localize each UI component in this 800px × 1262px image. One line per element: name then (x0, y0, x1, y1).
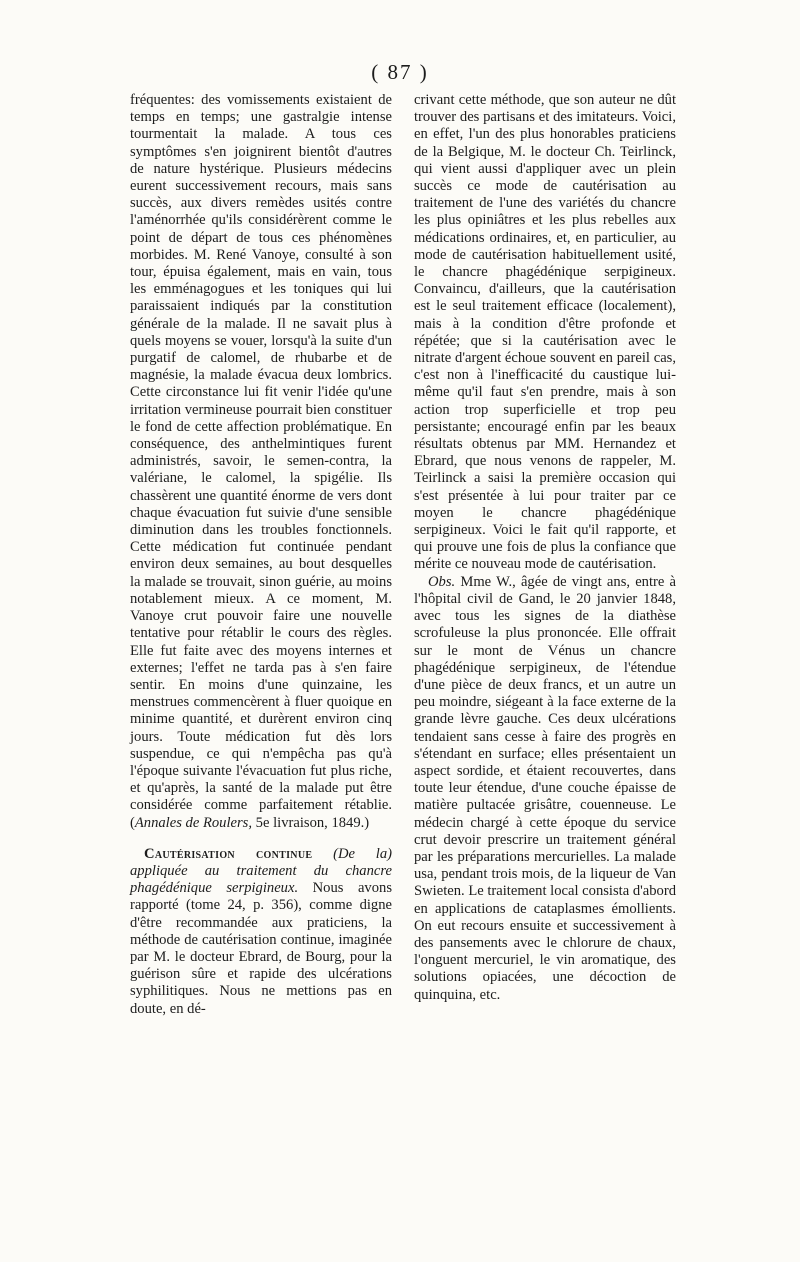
patient-title: Mme (460, 573, 492, 590)
right-paragraph-continued: crivant cette méthode, que son auteur ne dût trouver des partisans et des imitateurs. Voici, en effet, l'un des plus honorables praticiens de la Belgique, M. le docteur Ch. Teirlinck, qui vient aussi d'appliquer avec un plein succès ce mode de cautérisation au traitement de l'une des variétés du chancre les plus opiniâtres et les plus rebelles aux médications ordinaires, et, en particulier, au mode de cautérisation habituellement usité, le chancre phagédénique serpigineux. Convaincu, d'ailleurs, que la cautérisation est le seul traitement efficace (localement), mais à la condition d'être profonde et répétée; que si la cautérisation avec le nitrate d'argent échoue souvent en pareil cas, c'est non à l'inefficacité du caustique lui-même qu'il faut s'en prendre, mais à son action trop superficielle et trop peu persistante; encouragé enfin par les beaux résultats obtenus par MM. Hernandez et Ebrard, que nous venons de rappeler, M. Teirlinck a saisi la première occasion qui s'est présentée à lui pour traiter par ce moyen le chancre phagédénique serpigineux. Voici le fait qu'il rapporte, et qui prouve une fois de plus la confiance que mérite ce nouveau mode de cautérisation. (414, 92, 676, 573)
article-body: Nous avons rapporté (tome 24, p. 356), comme digne d'être recommandée aux praticiens, la méthode de cautérisation continue, imaginée par M. le docteur Ebrard, de Bourg, pour la guérison sûre et rapide des ulcérations syphilitiques. Nous ne mettions pas en doute, en dé- (130, 880, 392, 1017)
left-column (130, 92, 392, 1018)
article-subheading: (De la) appliquée au traitement du chancre phagédénique serpigineux. (130, 845, 392, 897)
article-heading: Cautérisation continue (144, 845, 313, 862)
article-paragraph (130, 846, 392, 1018)
observation-body: W., âgée de vingt ans, entre à l'hôpital civil de Gand, le 20 janvier 1848, avec tous les signes de la diathèse scrofuleuse la plus prononcée. Elle offrait sur le mont de Vénus un chancre phagédénique serpigineux, de l'étendue d'une pièce de deux francs, et un autre un peu moindre, siégeant à la face externe de la grande lèvre gauche. Ces deux ulcérations tendaient sans cesse à faire des progrès en s'étendant en surface; elles présentaient un aspect sordide, et étaient recouvertes, dans toute leur étendue, d'une couche épaisse de matière pultacée grisâtre, couenneuse. Le médecin chargé à cette époque du service crut devoir prescrire un traitement général par les préparations mercurielles. La malade usa, pendant trois mois, de la liqueur de Van Swieten. Le traitement local consista d'abord en applications de cataplasmes émollients. On eut recours ensuite et successivement à des pansements avec le chlorure de chaux, l'onguent mercuriel, le vin aromatique, des solutions opiacées, une décoction de quinquina, etc. (414, 573, 677, 1003)
observation-paragraph (414, 574, 676, 1004)
source-issue: 5e livraison, 1849.) (255, 814, 370, 831)
left-paragraph-continued (130, 92, 392, 832)
source-citation: Annales de Roulers, (134, 814, 253, 831)
left-paragraph-text: fréquentes: des vomissements existaient de temps en temps; une gastralgie intense tourmentait la malade. A tous ces symptômes s'en joignirent bientôt d'autres de nature hystérique. Plusieurs médecins eurent successivement recours, mais sans succès, aux divers remèdes usités contre l'aménorrhée qu'ils considérèrent comme le point de départ de tous ces phénomènes morbides. M. René Vanoye, consulté à son tour, épuisa également, mais en vain, tous les emménagogues et les toniques qui lui paraissaient indiqués par la constitution générale de la malade. Il ne savait plus à quels moyens se vouer, lorsqu'à la suite d'un purgatif de calomel, de rhubarbe et de magnésie, la malade évacua deux lombrics. Cette circonstance lui fit venir l'idée qu'une irritation vermineuse pourrait bien constituer le fond de cette affection problématique. En conséquence, des anthelmintiques furent administrés, savoir, le semen-contra, la valériane, le calomel, la spigélie. Ils chassèrent une quantité énorme de vers dont chaque évacuation fut suivie d'une sensible diminution dans les troubles fonctionnels. Cette médication fut continuée pendant environ deux semaines, au bout desquelles la malade se trouvait, sinon guérie, au moins notablement mieux. A ce moment, M. Vanoye crut pouvoir faire une nouvelle tentative pour rétablir le cours des règles. Elle fut faite avec des moyens internes et externes; l'effet ne tarda pas à s'en faire sentir. En moins d'une quinzaine, les menstrues commencèrent à fluer quoique en minime quantité, et durèrent environ cinq jours. Toute médication fut dès lors suspendue, ce qui n'empêcha pas qu'à l'époque suivante l'évacuation fut plus riche, et qu'après, la santé de la malade put être considérée comme parfaitement rétablie. ( (130, 92, 392, 831)
observation-label: Obs. (428, 573, 456, 590)
page-number: ( 87 ) (371, 60, 429, 84)
right-column (414, 92, 676, 1004)
